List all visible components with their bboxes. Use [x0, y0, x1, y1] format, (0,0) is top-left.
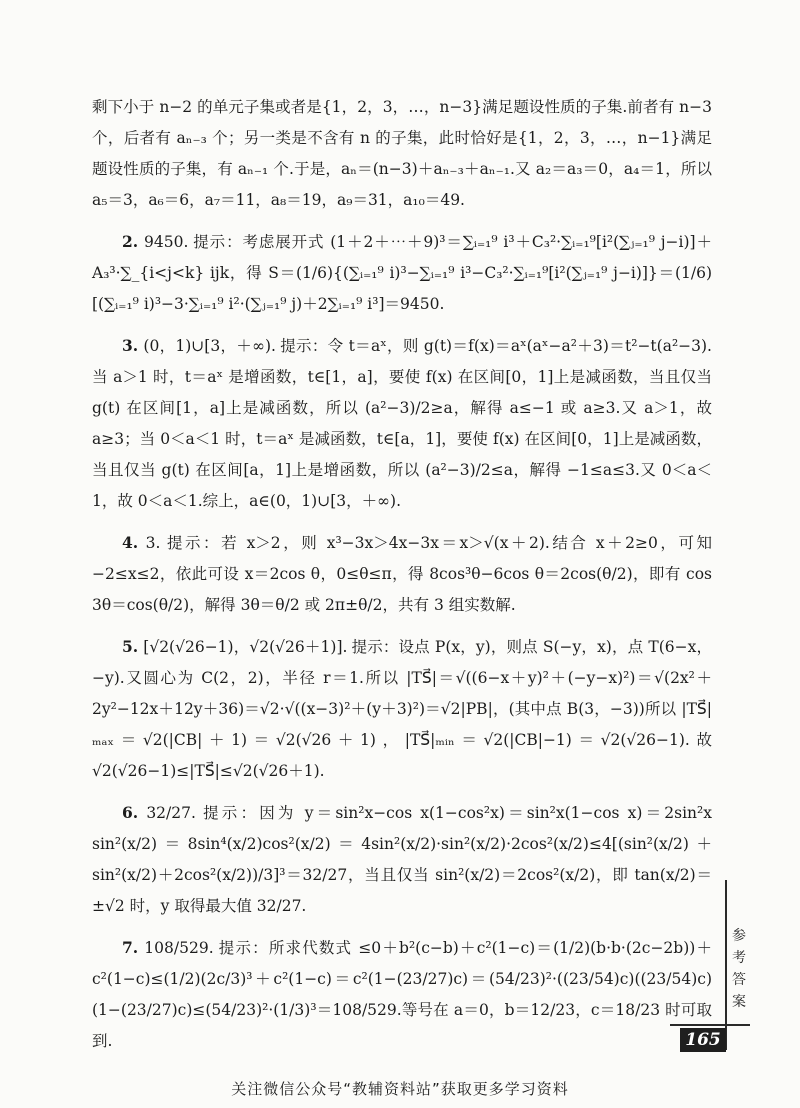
- section-tab-char: 参: [732, 928, 746, 944]
- item-number: 7.: [122, 938, 139, 957]
- item-hint: 提示：考虑展开式 (1＋2＋⋯＋9)³＝∑ᵢ₌₁⁹ i³＋C₃²·∑ᵢ₌₁⁹[i²(∑ⱼ₌₁⁹ j−i)]＋A₃³·∑_{i<j<k} ijk，得 S＝(1/6){(∑ᵢ₌₁⁹ i)³−∑ᵢ₌₁⁹ i³−C₃²·∑ᵢ₌₁⁹[i²(∑ⱼ₌₁⁹ j−i)]}＝(1/6)[(∑ᵢ₌₁⁹ i)³−3·∑ᵢ₌₁⁹ i²·(∑ⱼ₌₁⁹ j)＋2∑ᵢ₌₁⁹ i³]＝9450.: [92, 233, 712, 313]
- page-number: 165: [680, 1028, 726, 1052]
- paragraph-item: [92, 932, 712, 1057]
- item-answer: 3.: [145, 534, 161, 552]
- paragraph-item: [92, 797, 712, 922]
- footer-note: 关注微信公众号“教辅资料站”获取更多学习资料: [231, 1080, 569, 1098]
- item-answer: 9450.: [144, 233, 189, 251]
- item-number: 3.: [122, 336, 139, 355]
- item-number: 2.: [122, 232, 139, 251]
- section-tab-char: 案: [732, 994, 746, 1010]
- paragraph-item: [92, 330, 712, 517]
- item-hint: 提示：设点 P(x，y)，则点 S(−y，x)，点 T(6−x，−y).又圆心为 C(2，2)，半径 r＝1.所以 |TS⃗|＝√((6−x＋y)²＋(−y−x)²)＝√(2x²＋2y²−12x＋12y＋36)＝√2·√((x−3)²＋(y＋3)²)＝√2|PB|，(其中点 B(3，−3))所以 |TS⃗|ₘₐₓ＝√2(|CB|＋1)＝√2(√26＋1)，|TS⃗|ₘᵢₙ＝√2(|CB|−1)＝√2(√26−1).故 √2(√26−1)≤|TS⃗|≤√2(√26＋1).: [92, 638, 712, 780]
- paragraph-item: [92, 226, 712, 320]
- answer-text: [92, 92, 712, 1057]
- paragraph-intro: 剩下小于 n−2 的单元子集或者是{1，2，3，…，n−3}满足题设性质的子集.前者有 n−3 个，后者有 aₙ₋₃ 个；另一类是不含有 n 的子集，此时恰好是{1，2，3，…，n−1}满足题设性质的子集，有 aₙ₋₁ 个.于是，aₙ＝(n−3)＋aₙ₋₃＋aₙ₋₁.又 a₂＝a₃＝0，a₄＝1，所以 a₅＝3，a₆＝6，a₇＝11，a₈＝19，a₉＝31，a₁₀＝49.: [92, 98, 712, 209]
- item-hint: 提示：令 t＝aˣ，则 g(t)＝f(x)＝aˣ(aˣ−a²＋3)＝t²−t(a²−3).当 a＞1 时，t＝aˣ 是增函数，t∈[1，a]，要使 f(x) 在区间[0，1]上是减函数，当且仅当 g(t) 在区间[1，a]上是减函数，所以 (a²−3)/2≥a，解得 a≤−1 或 a≥3.又 a＞1，故 a≥3；当 0＜a＜1 时，t＝aˣ 是减函数，t∈[a，1]，要使 f(x) 在区间[0，1]上是减函数，当且仅当 g(t) 在区间[a，1]上是增函数，所以 (a²−3)/2≤a，解得 −1≤a≤3.又 0＜a＜1，故 0＜a＜1.综上，a∈(0，1)∪[3，＋∞).: [92, 337, 712, 510]
- paragraph-item: [92, 527, 712, 621]
- item-number: 4.: [122, 533, 139, 552]
- page-number-rule: [670, 1024, 750, 1026]
- item-number: 6.: [122, 803, 139, 822]
- section-tab-char: 答: [732, 972, 746, 988]
- item-answer: (0，1)∪[3，＋∞).: [143, 337, 276, 355]
- item-answer: 32/27.: [146, 804, 196, 822]
- item-answer: [√2(√26−1)，√2(√26＋1)].: [143, 638, 348, 656]
- item-hint: 提示：所求代数式 ≤0＋b²(c−b)＋c²(1−c)＝(1/2)(b·b·(2c−2b))＋c²(1−c)≤(1/2)(2c/3)³＋c²(1−c)＝c²(1−(23/27)c)＝(54/23)²·((23/54)c)((23/54)c)(1−(23/27)c)≤(54/23)²·(1/3)³＝108/529.等号在 a＝0，b＝12/23，c＝18/23 时可取到.: [92, 939, 712, 1050]
- section-tab: [728, 925, 750, 1013]
- item-hint: 提示：若 x＞2，则 x³−3x＞4x−3x＝x＞√(x＋2).结合 x＋2≥0，可知 −2≤x≤2，依此可设 x＝2cos θ，0≤θ≤π，得 8cos³θ−6cos θ＝2cos(θ/2)，即有 cos 3θ＝cos(θ/2)，解得 3θ＝θ/2 或 2π±θ/2，共有 3 组实数解.: [92, 534, 712, 614]
- section-tab-char: 考: [732, 950, 746, 966]
- item-number: 5.: [122, 637, 139, 656]
- item-hint: 提示：因为 y＝sin²x−cos x(1−cos²x)＝sin²x(1−cos x)＝2sin²x sin²(x/2)＝8sin⁴(x/2)cos²(x/2)＝4sin²(x/2)·sin²(x/2)·2cos²(x/2)≤4[(sin²(x/2)＋sin²(x/2)＋2cos²(x/2))/3]³＝32/27，当且仅当 sin²(x/2)＝2cos²(x/2)，即 tan(x/2)＝±√2 时，y 取得最大值 32/27.: [92, 804, 712, 915]
- item-answer: 108/529.: [144, 939, 214, 957]
- paragraph-item: [92, 631, 712, 787]
